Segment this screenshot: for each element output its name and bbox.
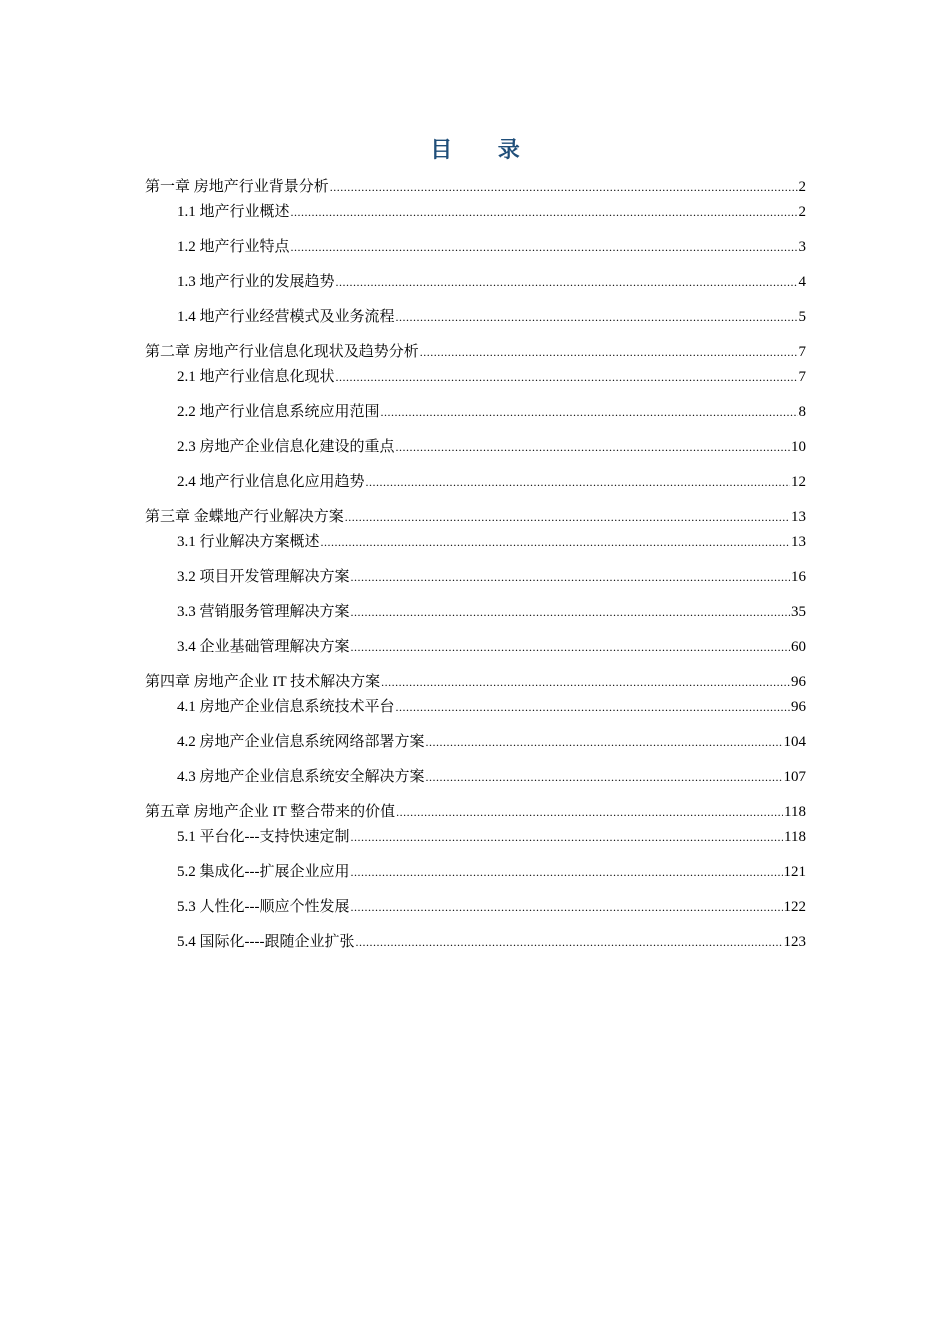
- toc-dot-leader: [355, 932, 782, 952]
- toc-page-number: 7: [798, 369, 806, 385]
- toc-entry-title: 5.3 人性化---顺应个性发展: [177, 899, 350, 915]
- toc-chapter-entry[interactable]: [145, 802, 806, 822]
- toc-page-number: 35: [791, 604, 806, 620]
- toc-entry-title: 4.1 房地产企业信息系统技术平台: [177, 699, 395, 715]
- toc-entry-title: 4.3 房地产企业信息系统安全解决方案: [177, 769, 425, 785]
- toc-dot-leader: [291, 237, 798, 257]
- toc-chapter-entry[interactable]: [145, 672, 806, 692]
- toc-section-entry[interactable]: [177, 897, 806, 917]
- toc-dot-leader: [396, 307, 798, 327]
- toc-entry-title: 第五章 房地产企业 IT 整合带来的价值: [145, 804, 396, 820]
- toc-entry-title: 5.4 国际化----跟随企业扩张: [177, 934, 355, 950]
- toc-entry-title: 1.4 地产行业经营模式及业务流程: [177, 309, 395, 325]
- toc-entry-title: 3.2 项目开发管理解决方案: [177, 569, 350, 585]
- toc-chapter-entry[interactable]: [145, 342, 806, 362]
- toc-section-entry[interactable]: [177, 237, 806, 257]
- toc-section-entry[interactable]: [177, 697, 806, 717]
- toc-dot-leader: [351, 637, 790, 657]
- toc-dot-leader: [351, 567, 790, 587]
- toc-dot-leader: [351, 897, 783, 917]
- toc-section-entry[interactable]: [177, 862, 806, 882]
- toc-section-entry[interactable]: [177, 202, 806, 222]
- toc-section-entry[interactable]: [177, 567, 806, 587]
- toc-dot-leader: [426, 767, 783, 787]
- toc-entry-title: 3.1 行业解决方案概述: [177, 534, 320, 550]
- toc-entry-title: 1.3 地产行业的发展趋势: [177, 274, 335, 290]
- toc-dot-leader: [396, 802, 783, 822]
- toc-page-number: 123: [783, 934, 806, 950]
- toc-entry-title: 2.2 地产行业信息系统应用范围: [177, 404, 380, 420]
- toc-section-entry[interactable]: [177, 307, 806, 327]
- toc-dot-leader: [420, 342, 798, 362]
- toc-dot-leader: [381, 402, 798, 422]
- toc-dot-leader: [291, 202, 798, 222]
- toc-section-entry[interactable]: [177, 532, 806, 552]
- toc-dot-leader: [345, 507, 790, 527]
- toc-dot-leader: [336, 367, 798, 387]
- toc-page-number: 118: [784, 829, 806, 845]
- toc-page-number: 104: [783, 734, 806, 750]
- toc-entry-title: 第四章 房地产企业 IT 技术解决方案: [145, 674, 381, 690]
- toc-entry-title: 1.2 地产行业特点: [177, 239, 290, 255]
- toc-entry-title: 2.3 房地产企业信息化建设的重点: [177, 439, 395, 455]
- toc-page-number: 118: [784, 804, 806, 820]
- toc-page-number: 121: [783, 864, 806, 880]
- toc-dot-leader: [351, 602, 790, 622]
- toc-page-number: 96: [791, 674, 806, 690]
- toc-entry-title: 3.3 营销服务管理解决方案: [177, 604, 350, 620]
- toc-page-number: 5: [798, 309, 806, 325]
- toc-page-number: 12: [791, 474, 806, 490]
- toc-entry-title: 2.4 地产行业信息化应用趋势: [177, 474, 365, 490]
- toc-entry-title: 4.2 房地产企业信息系统网络部署方案: [177, 734, 425, 750]
- toc-chapter-entry[interactable]: [145, 507, 806, 527]
- toc-section-entry[interactable]: [177, 932, 806, 952]
- toc-entry-title: 5.2 集成化---扩展企业应用: [177, 864, 350, 880]
- toc-chapter-entry[interactable]: [145, 177, 806, 197]
- toc-section-entry[interactable]: [177, 602, 806, 622]
- toc-page-number: 8: [798, 404, 806, 420]
- toc-section-entry[interactable]: [177, 827, 806, 847]
- toc-page-number: 60: [791, 639, 806, 655]
- toc-dot-leader: [336, 272, 798, 292]
- toc-page-number: 13: [791, 534, 806, 550]
- toc-page-number: 122: [783, 899, 806, 915]
- toc-entry-title: 2.1 地产行业信息化现状: [177, 369, 335, 385]
- toc-dot-leader: [366, 472, 790, 492]
- toc-entry-title: 5.1 平台化---支持快速定制: [177, 829, 350, 845]
- toc-page-number: 3: [798, 239, 806, 255]
- toc-dot-leader: [351, 862, 783, 882]
- toc-section-entry[interactable]: [177, 367, 806, 387]
- toc-entry-title: 第二章 房地产行业信息化现状及趋势分析: [145, 344, 419, 360]
- toc-entry-title: 1.1 地产行业概述: [177, 204, 290, 220]
- toc-section-entry[interactable]: [177, 437, 806, 457]
- toc-page-number: 16: [791, 569, 806, 585]
- toc-section-entry[interactable]: [177, 272, 806, 292]
- toc-dot-leader: [396, 437, 790, 457]
- toc-page-number: 10: [791, 439, 806, 455]
- toc-dot-leader: [351, 827, 784, 847]
- toc-entry-title: 第三章 金蝶地产行业解决方案: [145, 509, 344, 525]
- toc-page-number: 2: [798, 179, 806, 195]
- toc-page-number: 107: [783, 769, 806, 785]
- toc-page-number: 2: [798, 204, 806, 220]
- toc-section-entry[interactable]: [177, 732, 806, 752]
- toc-entry-title: 第一章 房地产行业背景分析: [145, 179, 329, 195]
- toc-page-number: 7: [798, 344, 806, 360]
- toc-dot-leader: [426, 732, 783, 752]
- toc-section-entry[interactable]: [177, 402, 806, 422]
- toc-section-entry[interactable]: [177, 637, 806, 657]
- toc-section-entry[interactable]: [177, 767, 806, 787]
- toc-dot-leader: [330, 177, 798, 197]
- toc-dot-leader: [381, 672, 790, 692]
- toc-entry-title: 3.4 企业基础管理解决方案: [177, 639, 350, 655]
- toc-page-number: 13: [791, 509, 806, 525]
- toc-section-entry[interactable]: [177, 472, 806, 492]
- toc-page-number: 4: [798, 274, 806, 290]
- toc-page-number: 96: [791, 699, 806, 715]
- toc-dot-leader: [321, 532, 790, 552]
- toc-title: 目 录: [430, 137, 540, 162]
- toc-dot-leader: [396, 697, 790, 717]
